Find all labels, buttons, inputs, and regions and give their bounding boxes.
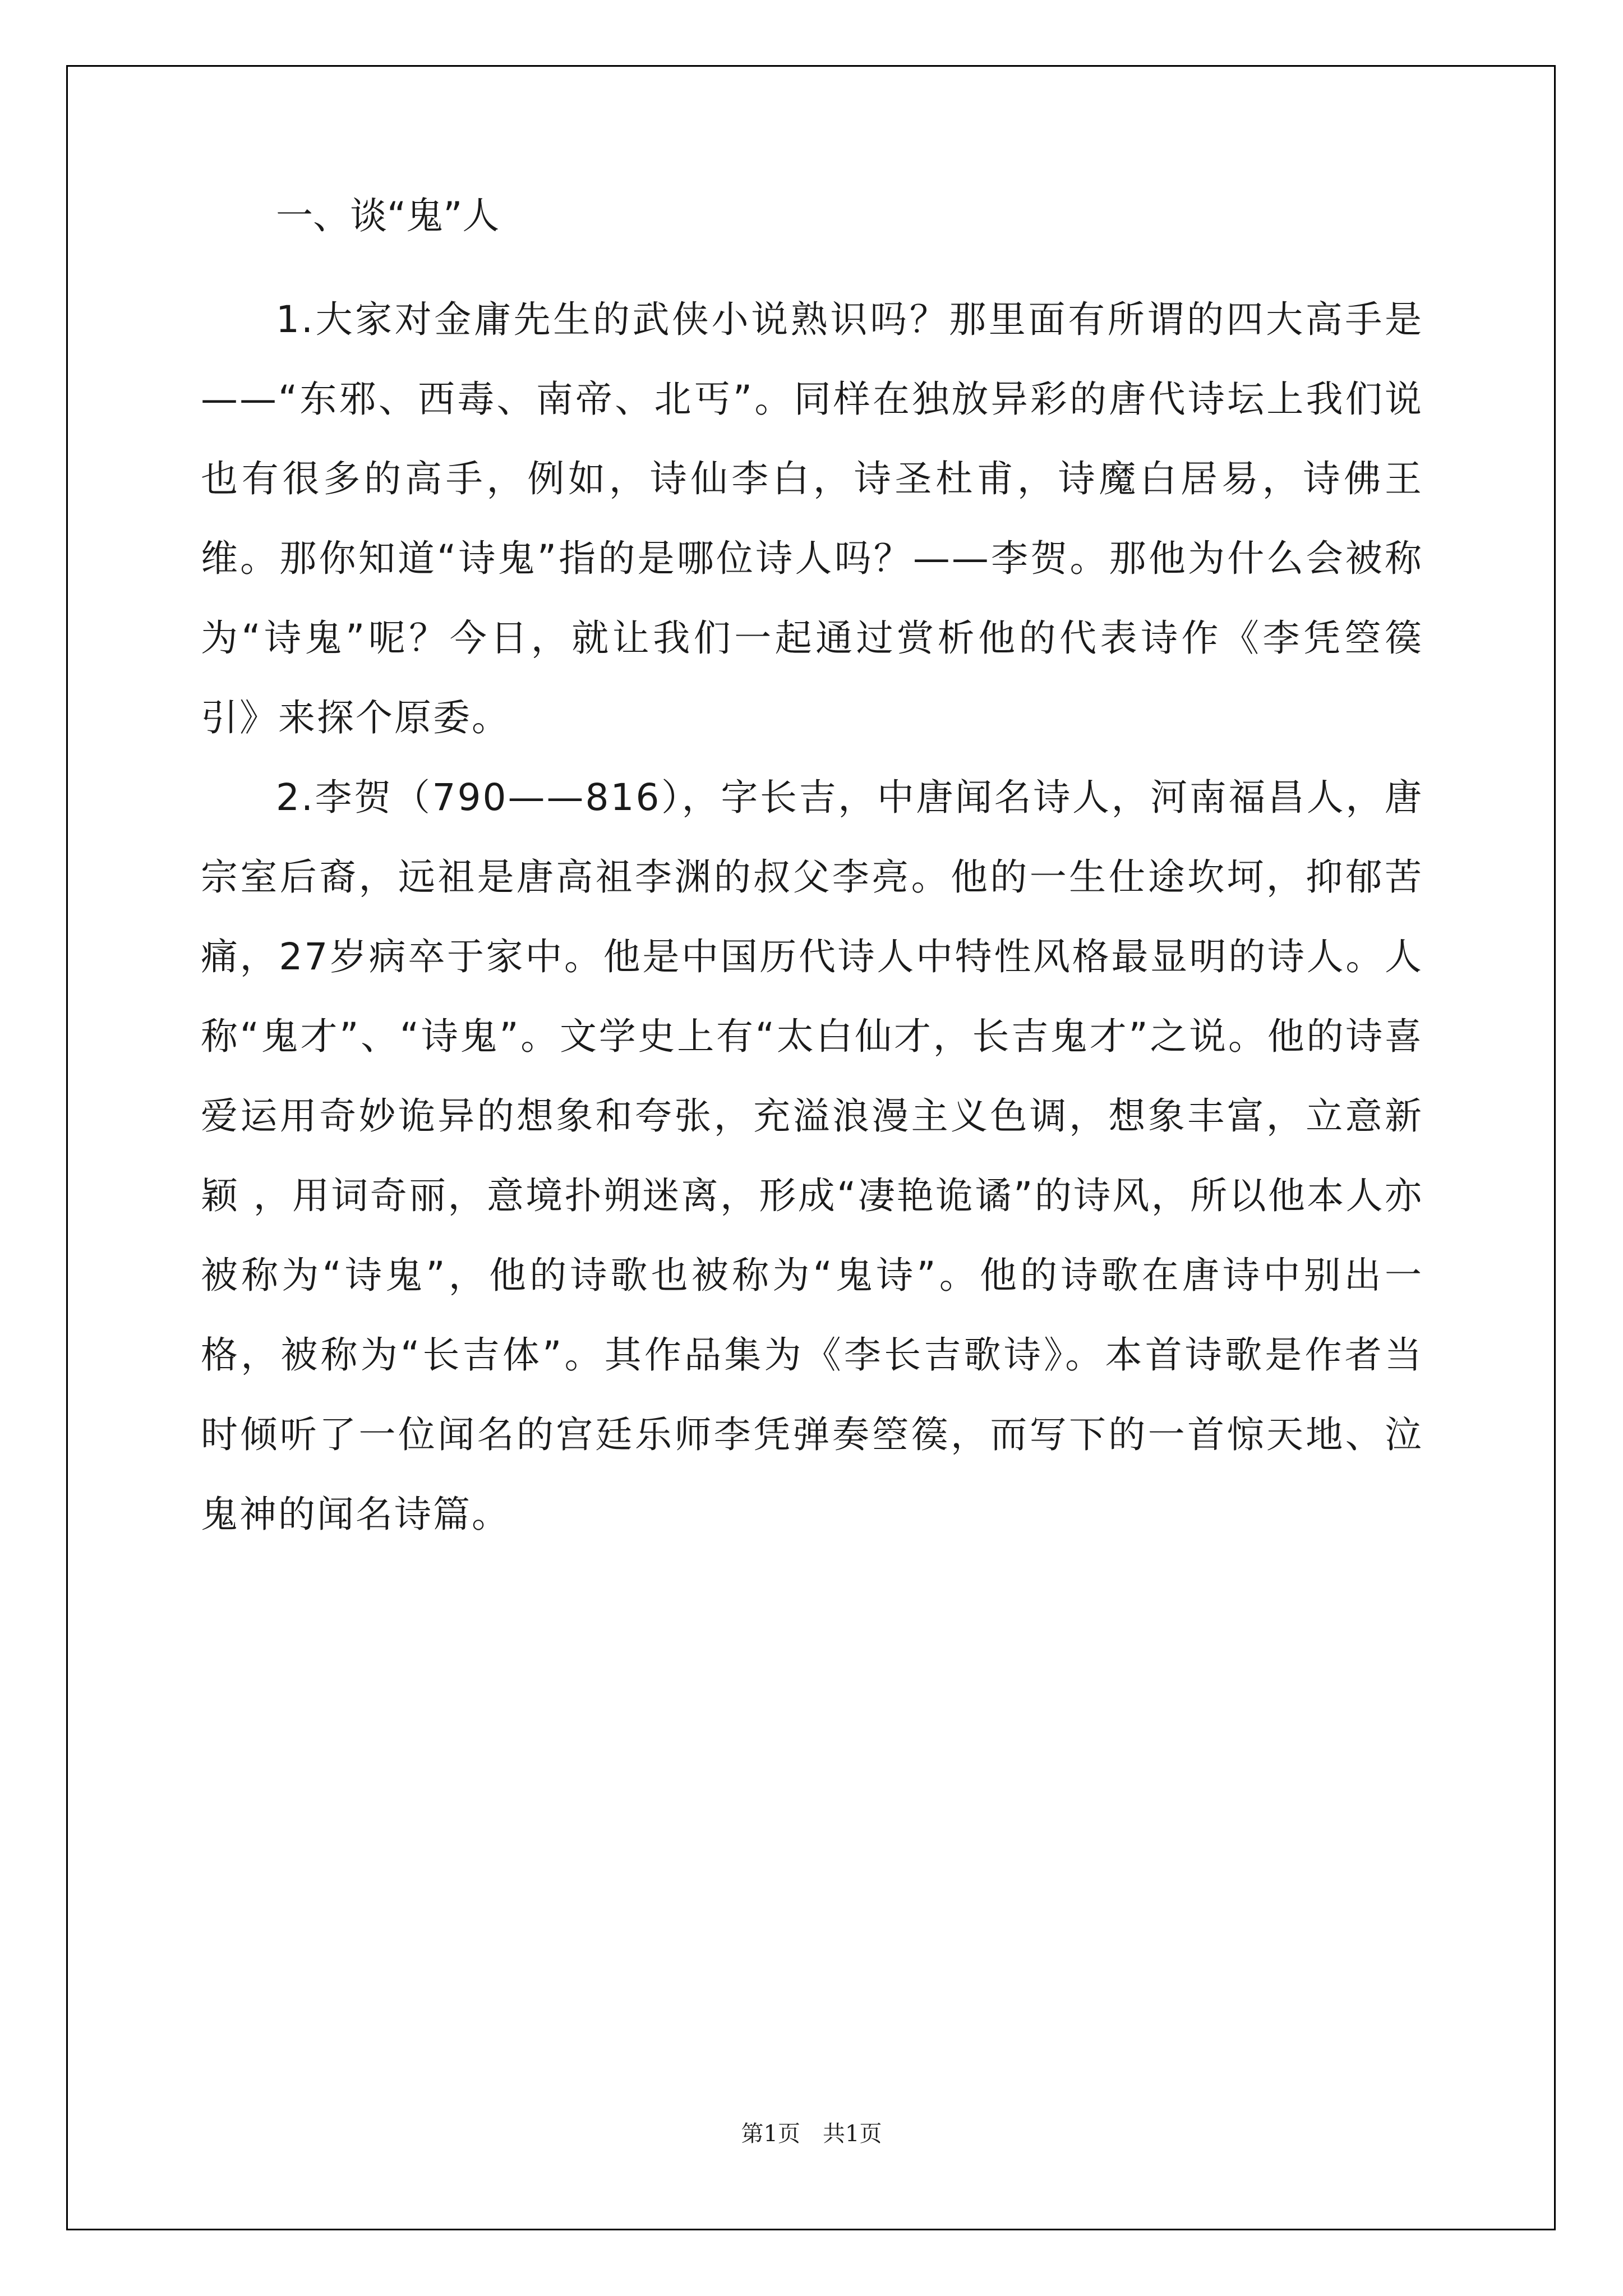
document-body (201, 194, 1423, 1554)
paragraph-2: 2.李贺（790——816），字长吉，中唐闻名诗人，河南福昌人，唐宗室后裔，远祖是唐高祖李渊的叔父李亮。他的一生仕途坎坷，抑郁苦痛，27岁病卒于家中。他是中国历代诗人中特性风格最显明的诗人。人称“鬼才”、“诗鬼”。文学史上有“太白仙才，长吉鬼才”之说。他的诗喜爱运用奇妙诡异的想象和夸张，充溢浪漫主义色调，想象丰富，立意新颖 ，用词奇丽，意境扑朔迷离，形成“凄艳诡谲”的诗风，所以他本人亦被称为“诗鬼”，他的诗歌也被称为“鬼诗”。他的诗歌在唐诗中别出一格，被称为“长吉体”。其作品集为《李长吉歌诗》。本首诗歌是作者当时倾听了一位闻名的宫廷乐师李凭弹奏箜篌，而写下的一首惊天地、泣鬼神的闻名诗篇。 (201, 776, 1423, 1536)
paragraph-1: 1.大家对金庸先生的武侠小说熟识吗？那里面有所谓的四大高手是——“东邪、西毒、南帝、北丐”。同样在独放异彩的唐代诗坛上我们说也有很多的高手，例如，诗仙李白，诗圣杜甫，诗魔白居易，诗佛王维。那你知道“诗鬼”指的是哪位诗人吗？——李贺。那他为什么会被称为“诗鬼”呢？今日，就让我们一起通过赏析他的代表诗作《李凭箜篌引》来探个原委。 (201, 298, 1423, 739)
section-heading: 一、谈“鬼”人 (276, 194, 500, 237)
page-footer: 第1页 共1页 (741, 2121, 882, 2147)
